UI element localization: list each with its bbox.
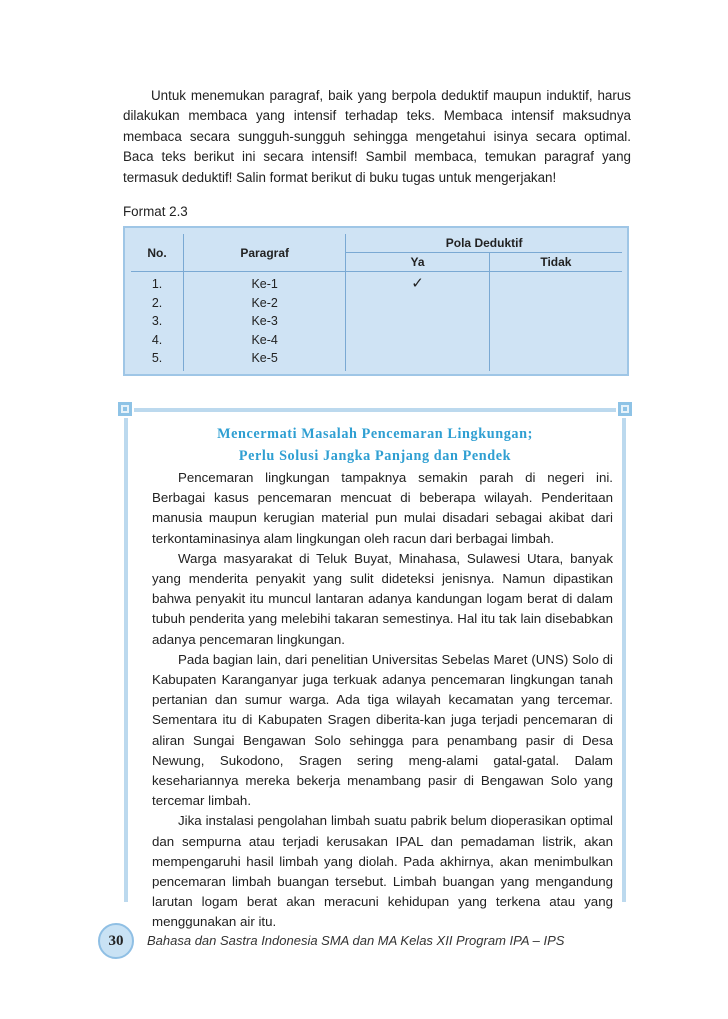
- column-no: [131, 272, 184, 372]
- format-table: [131, 234, 622, 371]
- book-title-footer: Bahasa dan Sastra Indonesia SMA dan MA Kelas XII Program IPA – IPS: [147, 933, 565, 948]
- article-title-line1: Mencermati Masalah Pencemaran Lingkungan;: [217, 426, 533, 442]
- article-paragraph: Pada bagian lain, dari penelitian Universitas Sebelas Maret (UNS) Solo di Kabupaten Karanganyar juga terkuak adanya pencemaran lingkungan tanah pertanian dan sumur warga. Ada tiga wilayah kecamatan yang tercemar. Sementara itu di Kabupaten Sragen diberita-kan juga terjadi pencemaran di aliran Sungai Bengawan Solo sehingga para penambang pasir di Desa Newung, Sukodono, Sragen sering meng-alami gatal-gatal. Dalam kesehariannya mereka bekerja menambang pasir di Bengawan Solo yang tercemar limbah.: [152, 651, 613, 809]
- header-pola-deduktif: Pola Deduktif: [346, 234, 622, 253]
- checkmark-icon: ✓: [411, 275, 424, 292]
- article-paragraph: Jika instalasi pengolahan limbah suatu pabrik belum dioperasikan optimal dan sempurna atau terjadi kerusakan IPAL dan pemadaman listrik, akan mempengaruhi hasil limbah yang diolah. Pada akhirnya, akan menimbulkan pencemaran limbah buangan tersebut. Limbah buangan yang mengandung larutan logam berat akan meracuni kehidupan yang terkena atau yang menggunakan air itu.: [152, 813, 613, 930]
- page-number: 30: [98, 923, 134, 959]
- header-tidak: Tidak: [489, 253, 622, 272]
- row-no: 3.: [151, 314, 163, 328]
- format-label: Format 2.3: [123, 204, 188, 219]
- row-paragraf: Ke-1: [251, 277, 278, 291]
- column-paragraf: [184, 272, 346, 372]
- row-paragraf: Ke-2: [251, 295, 278, 310]
- row-no: 2.: [151, 295, 163, 310]
- corner-ornament-icon: [118, 402, 132, 416]
- row-ya: [346, 312, 489, 331]
- header-paragraf: Paragraf: [184, 234, 346, 272]
- row-no: 4.: [151, 332, 163, 347]
- row-ya: [346, 294, 489, 313]
- row-ya: [346, 349, 489, 368]
- box-left-border: [124, 418, 128, 902]
- header-ya: Ya: [346, 253, 490, 272]
- header-no: No.: [131, 234, 184, 272]
- row-paragraf: Ke-4: [251, 332, 278, 347]
- row-ya: [346, 331, 489, 350]
- column-ya: [346, 272, 490, 372]
- article-paragraph: Warga masyarakat di Teluk Buyat, Minahasa, Sulawesi Utara, banyak yang menderita penyakit yang sulit dideteksi jenisnya. Namun dipastikan bahwa penyakit itu muncul lantaran adanya kandungan logam berat di dalam tubuh penderita yang melebihi takaran semestinya. Hal itu tak lain disebabkan adanya pencemaran lingkungan.: [152, 550, 613, 647]
- row-no: 5.: [151, 351, 163, 365]
- row-paragraf: Ke-5: [251, 351, 278, 365]
- box-top-border: [134, 408, 616, 412]
- article-box: [118, 402, 632, 930]
- row-paragraf: Ke-3: [251, 314, 278, 328]
- article-paragraph: Pencemaran lingkungan tampaknya semakin parah di negeri ini. Berbagai kasus pencemaran mencuat di beberapa wilayah. Penderitaan manusia maupun kerugian material pun mulai disadari sebagai akibat dari terkontaminasinya alam lingkungan oleh racun dari berbagai limbah.: [152, 470, 613, 546]
- format-table-panel: [123, 226, 629, 376]
- corner-ornament-icon: [618, 402, 632, 416]
- article-body: [152, 468, 613, 933]
- article-title-line2: Perlu Solusi Jangka Panjang dan Pendek: [238, 448, 512, 464]
- row-no: 1.: [151, 277, 163, 291]
- article-title: [158, 423, 592, 467]
- intro-paragraph: Untuk menemukan paragraf, baik yang berpola deduktif maupun induktif, harus dilakukan membaca yang intensif terhadap teks. Membaca intensif maksudnya membaca secara sungguh-sungguh sehingga mengetahui isinya secara optimal. Baca teks berikut ini secara intensif! Sambil membaca, temukan paragraf yang termasuk deduktif! Salin format berikut di buku tugas untuk mengerjakan!: [123, 88, 631, 185]
- table-body: [131, 272, 622, 372]
- box-right-border: [622, 418, 626, 902]
- column-tidak: [489, 272, 622, 372]
